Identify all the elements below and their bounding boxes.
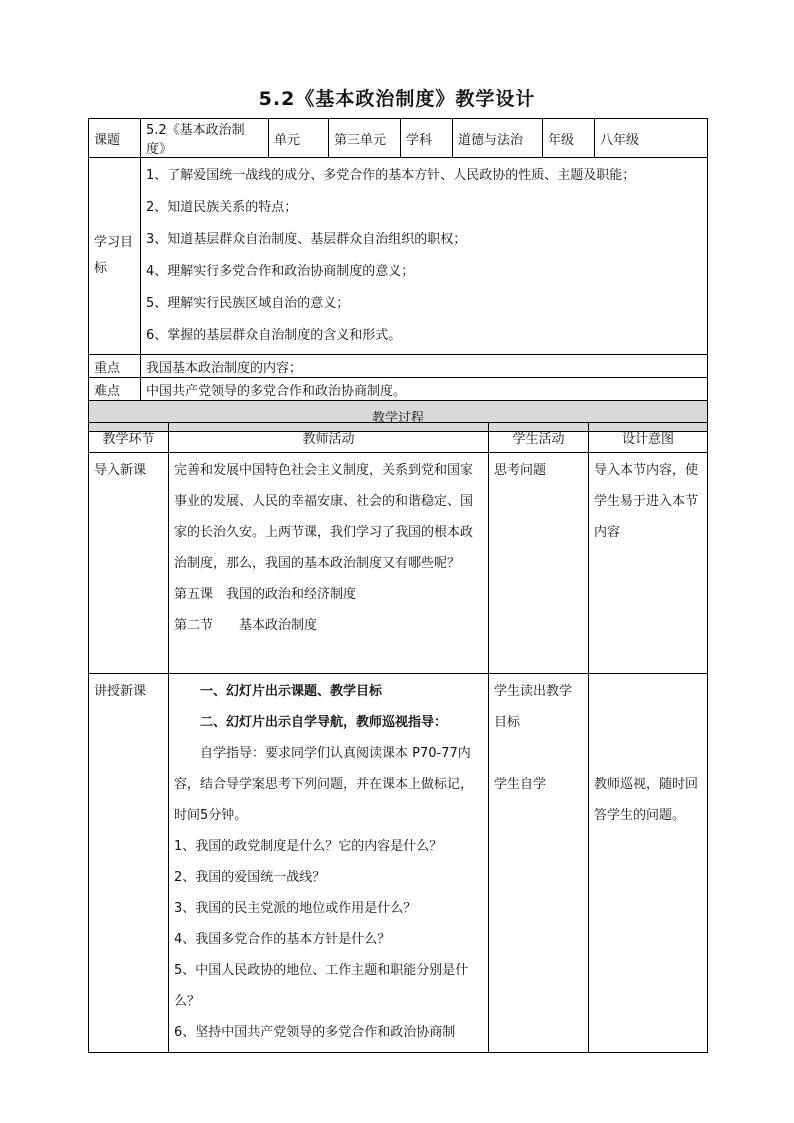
- goal-item: 5、理解实行民族区域自治的意义；: [146, 296, 350, 311]
- grade-value: 八年级: [595, 119, 708, 158]
- goal-item: 2、知道民族关系的特点；: [146, 200, 298, 215]
- teach-student: [489, 674, 589, 1053]
- goals-row: [89, 158, 708, 355]
- label-unit: 单元: [269, 119, 329, 158]
- teach-student-2: 学生自学: [494, 777, 547, 792]
- teach-guide: 自学指导：要求同学们认真阅读课本 P70-77内容，结合导学案思考下列问题，并在课本上做标记，时间5分钟。: [174, 746, 474, 823]
- col-student: 学生活动: [489, 423, 589, 453]
- key-point-row: [89, 355, 708, 378]
- difficulty-row: [89, 378, 708, 401]
- label-topic: 课题: [89, 119, 141, 158]
- intro-section: 第二节 基本政治制度: [174, 618, 318, 633]
- difficulty-text: 中国共产党领导的多党合作和政治协商制度。: [141, 378, 708, 401]
- teach-step-1: 一、幻灯片出示课题、教学目标: [200, 684, 383, 699]
- goal-item: 4、理解实行多党合作和政治协商制度的意义；: [146, 264, 415, 279]
- goals-label: 学习目标: [89, 158, 141, 355]
- label-grade: 年级: [543, 119, 595, 158]
- process-table: [88, 422, 708, 1053]
- page-title: 5.2《基本政治制度》教学设计: [258, 88, 536, 110]
- teach-intent: 教师巡视，随时回答学生的问题。: [589, 674, 708, 1053]
- teach-question: 6、坚持中国共产党领导的多党合作和政治协商制: [174, 1025, 456, 1040]
- key-point-label: 重点: [89, 355, 141, 378]
- col-stage: 教学环节: [89, 423, 169, 453]
- intro-lesson: 第五课 我国的政治和经济制度: [174, 587, 357, 602]
- goal-item: 3、知道基层群众自治制度、基层群众自治组织的职权；: [146, 232, 467, 247]
- intro-paragraph: 完善和发展中国特色社会主义制度，关系到党和国家事业的发展、人民的幸福安康、社会的和谐稳定、国家的长治久安。上两节课，我们学习了我国的根本政治制度，那么，我国的基本政治制度又有哪些呢？: [174, 463, 474, 571]
- teach-row: [89, 674, 708, 1053]
- intro-teacher: [169, 453, 489, 674]
- teach-question: 5、中国人民政协的地位、工作主题和职能分别是什么？: [174, 963, 469, 1009]
- teach-step-2: 二、幻灯片出示自学导航，教师巡视指导：: [200, 715, 448, 730]
- goal-item: 6、掌握的基层群众自治制度的含义和形式。: [146, 328, 402, 343]
- teach-question: 2、我国的爱国统一战线？: [174, 870, 326, 885]
- intro-student: 思考问题: [489, 453, 589, 674]
- columns-row: [89, 423, 708, 453]
- teach-stage: 讲授新课: [89, 674, 169, 1053]
- label-subject: 学科: [401, 119, 453, 158]
- goal-item: 1、了解爱国统一战线的成分、多党合作的基本方针、人民政协的性质、主题及职能；: [146, 168, 636, 183]
- col-teacher: 教师活动: [169, 423, 489, 453]
- intro-row: [89, 453, 708, 674]
- teach-question: 1、我国的政党制度是什么？它的内容是什么？: [174, 839, 443, 854]
- topic-value: 5.2《基本政治制度》: [141, 119, 269, 158]
- subject-value: 道德与法治: [453, 119, 543, 158]
- intro-intent: 导入本节内容，使学生易于进入本节内容: [589, 453, 708, 674]
- teach-question: 4、我国多党合作的基本方针是什么？: [174, 932, 391, 947]
- header-row: [89, 119, 708, 158]
- lesson-plan-table: [88, 118, 708, 432]
- intro-stage: 导入新课: [89, 453, 169, 674]
- key-point-text: 我国基本政治制度的内容；: [141, 355, 708, 378]
- process-header: 教学过程: [89, 401, 708, 432]
- unit-value: 第三单元: [329, 119, 401, 158]
- teach-question: 3、我国的民主党派的地位或作用是什么？: [174, 901, 417, 916]
- teach-teacher: [169, 674, 489, 1053]
- col-intent: 设计意图: [589, 423, 708, 453]
- goals-list: [141, 158, 708, 355]
- difficulty-label: 难点: [89, 378, 141, 401]
- teach-student-1: 学生读出教学目标: [494, 684, 573, 730]
